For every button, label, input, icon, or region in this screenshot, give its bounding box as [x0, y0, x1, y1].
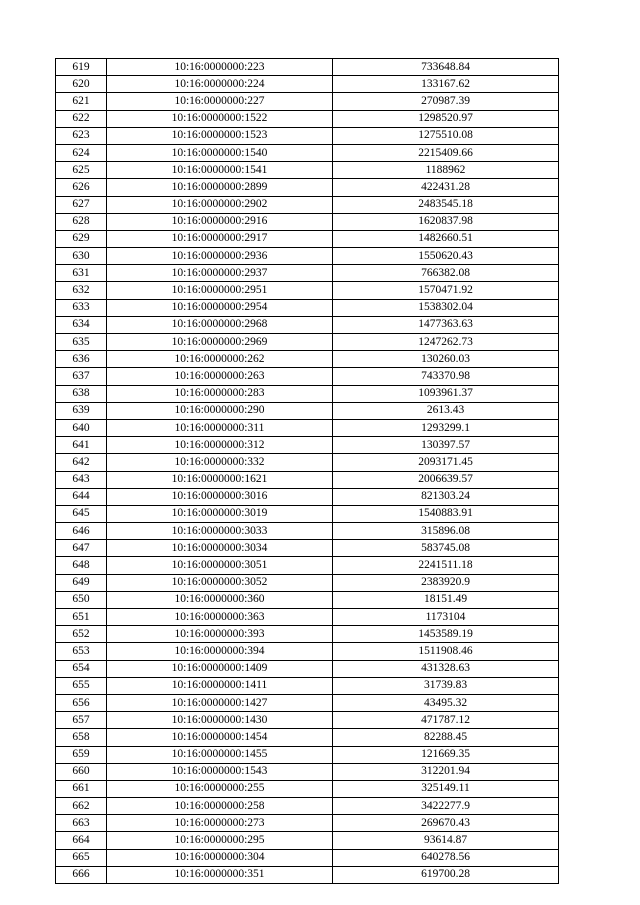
row-number-cell: 656: [56, 694, 107, 711]
cadastral-number-cell: 10:16:0000000:2902: [107, 196, 333, 213]
row-number-cell: 666: [56, 866, 107, 883]
cadastral-number-cell: 10:16:0000000:2936: [107, 248, 333, 265]
row-number-cell: 641: [56, 437, 107, 454]
row-number-cell: 635: [56, 334, 107, 351]
table-row: [56, 110, 559, 127]
cadastral-number-cell: 10:16:0000000:1455: [107, 746, 333, 763]
value-cell: 1511908.46: [333, 643, 559, 660]
value-cell: 471787.12: [333, 712, 559, 729]
table-row: [56, 471, 559, 488]
row-number-cell: 622: [56, 110, 107, 127]
table-row: [56, 798, 559, 815]
cadastral-number-cell: 10:16:0000000:394: [107, 643, 333, 660]
table-row: [56, 196, 559, 213]
value-cell: 743370.98: [333, 368, 559, 385]
value-cell: 2383920.9: [333, 574, 559, 591]
row-number-cell: 634: [56, 316, 107, 333]
table-row: [56, 299, 559, 316]
row-number-cell: 620: [56, 76, 107, 93]
row-number-cell: 638: [56, 385, 107, 402]
table-row: [56, 815, 559, 832]
value-cell: 1453589.19: [333, 626, 559, 643]
value-cell: 3422277.9: [333, 798, 559, 815]
row-number-cell: 646: [56, 523, 107, 540]
table-row: [56, 849, 559, 866]
cadastral-number-cell: 10:16:0000000:332: [107, 454, 333, 471]
cadastral-number-cell: 10:16:0000000:363: [107, 609, 333, 626]
value-cell: 1538302.04: [333, 299, 559, 316]
value-cell: 766382.08: [333, 265, 559, 282]
cadastral-number-cell: 10:16:0000000:304: [107, 849, 333, 866]
row-number-cell: 628: [56, 213, 107, 230]
value-cell: 93614.87: [333, 832, 559, 849]
value-cell: 1477363.63: [333, 316, 559, 333]
cadastral-number-cell: 10:16:0000000:290: [107, 402, 333, 419]
cadastral-number-cell: 10:16:0000000:1454: [107, 729, 333, 746]
cadastral-number-cell: 10:16:0000000:2916: [107, 213, 333, 230]
cadastral-number-cell: 10:16:0000000:3034: [107, 540, 333, 557]
value-cell: 1188962: [333, 162, 559, 179]
value-cell: 2483545.18: [333, 196, 559, 213]
row-number-cell: 653: [56, 643, 107, 660]
cadastral-number-cell: 10:16:0000000:1543: [107, 763, 333, 780]
value-cell: 619700.28: [333, 866, 559, 883]
row-number-cell: 649: [56, 574, 107, 591]
value-cell: 315896.08: [333, 523, 559, 540]
row-number-cell: 629: [56, 230, 107, 247]
value-cell: 130397.57: [333, 437, 559, 454]
value-cell: 43495.32: [333, 694, 559, 711]
cadastral-number-cell: 10:16:0000000:3019: [107, 505, 333, 522]
value-cell: 431328.63: [333, 660, 559, 677]
row-number-cell: 648: [56, 557, 107, 574]
table-row: [56, 643, 559, 660]
table-row: [56, 677, 559, 694]
table-row: [56, 248, 559, 265]
data-table: [55, 58, 559, 884]
table-row: [56, 59, 559, 76]
cadastral-number-cell: 10:16:0000000:311: [107, 419, 333, 436]
value-cell: 640278.56: [333, 849, 559, 866]
row-number-cell: 625: [56, 162, 107, 179]
cadastral-number-cell: 10:16:0000000:1430: [107, 712, 333, 729]
cadastral-number-cell: 10:16:0000000:1522: [107, 110, 333, 127]
cadastral-number-cell: 10:16:0000000:262: [107, 351, 333, 368]
value-cell: 821303.24: [333, 488, 559, 505]
value-cell: 1620837.98: [333, 213, 559, 230]
value-cell: 1093961.37: [333, 385, 559, 402]
value-cell: 583745.08: [333, 540, 559, 557]
cadastral-number-cell: 10:16:0000000:295: [107, 832, 333, 849]
value-cell: 2215409.66: [333, 144, 559, 161]
value-cell: 2613.43: [333, 402, 559, 419]
value-cell: 1173104: [333, 609, 559, 626]
row-number-cell: 619: [56, 59, 107, 76]
cadastral-number-cell: 10:16:0000000:227: [107, 93, 333, 110]
row-number-cell: 657: [56, 712, 107, 729]
cadastral-number-cell: 10:16:0000000:258: [107, 798, 333, 815]
cadastral-number-cell: 10:16:0000000:2899: [107, 179, 333, 196]
value-cell: 1540883.91: [333, 505, 559, 522]
table-row: [56, 746, 559, 763]
row-number-cell: 663: [56, 815, 107, 832]
row-number-cell: 652: [56, 626, 107, 643]
cadastral-number-cell: 10:16:0000000:3051: [107, 557, 333, 574]
row-number-cell: 627: [56, 196, 107, 213]
table-row: [56, 93, 559, 110]
row-number-cell: 659: [56, 746, 107, 763]
table-row: [56, 76, 559, 93]
table-row: [56, 454, 559, 471]
cadastral-number-cell: 10:16:0000000:3052: [107, 574, 333, 591]
row-number-cell: 662: [56, 798, 107, 815]
row-number-cell: 665: [56, 849, 107, 866]
row-number-cell: 650: [56, 591, 107, 608]
table-row: [56, 437, 559, 454]
value-cell: 2006639.57: [333, 471, 559, 488]
cadastral-number-cell: 10:16:0000000:1411: [107, 677, 333, 694]
table-row: [56, 282, 559, 299]
table-row: [56, 213, 559, 230]
value-cell: 121669.35: [333, 746, 559, 763]
cadastral-number-cell: 10:16:0000000:1541: [107, 162, 333, 179]
cadastral-number-cell: 10:16:0000000:2917: [107, 230, 333, 247]
cadastral-number-cell: 10:16:0000000:1427: [107, 694, 333, 711]
value-cell: 82288.45: [333, 729, 559, 746]
cadastral-number-cell: 10:16:0000000:2969: [107, 334, 333, 351]
row-number-cell: 661: [56, 780, 107, 797]
table-row: [56, 729, 559, 746]
row-number-cell: 644: [56, 488, 107, 505]
row-number-cell: 639: [56, 402, 107, 419]
row-number-cell: 655: [56, 677, 107, 694]
table-row: [56, 368, 559, 385]
table-row: [56, 505, 559, 522]
value-cell: 1550620.43: [333, 248, 559, 265]
cadastral-number-cell: 10:16:0000000:1540: [107, 144, 333, 161]
row-number-cell: 626: [56, 179, 107, 196]
value-cell: 1293299.1: [333, 419, 559, 436]
table-row: [56, 712, 559, 729]
cadastral-number-cell: 10:16:0000000:2937: [107, 265, 333, 282]
cadastral-number-cell: 10:16:0000000:263: [107, 368, 333, 385]
value-cell: 312201.94: [333, 763, 559, 780]
table-row: [56, 179, 559, 196]
row-number-cell: 621: [56, 93, 107, 110]
table-row: [56, 609, 559, 626]
cadastral-number-cell: 10:16:0000000:1409: [107, 660, 333, 677]
row-number-cell: 640: [56, 419, 107, 436]
value-cell: 1570471.92: [333, 282, 559, 299]
row-number-cell: 645: [56, 505, 107, 522]
table-row: [56, 591, 559, 608]
row-number-cell: 632: [56, 282, 107, 299]
row-number-cell: 631: [56, 265, 107, 282]
row-number-cell: 637: [56, 368, 107, 385]
value-cell: 1247262.73: [333, 334, 559, 351]
cadastral-number-cell: 10:16:0000000:3016: [107, 488, 333, 505]
row-number-cell: 647: [56, 540, 107, 557]
row-number-cell: 642: [56, 454, 107, 471]
row-number-cell: 660: [56, 763, 107, 780]
table-row: [56, 351, 559, 368]
cadastral-number-cell: 10:16:0000000:1621: [107, 471, 333, 488]
table-row: [56, 780, 559, 797]
value-cell: 18151.49: [333, 591, 559, 608]
table-row: [56, 540, 559, 557]
value-cell: 325149.11: [333, 780, 559, 797]
cadastral-number-cell: 10:16:0000000:351: [107, 866, 333, 883]
cadastral-number-cell: 10:16:0000000:2951: [107, 282, 333, 299]
cadastral-number-cell: 10:16:0000000:3033: [107, 523, 333, 540]
table-row: [56, 832, 559, 849]
table-row: [56, 866, 559, 883]
table-row: [56, 419, 559, 436]
table-row: [56, 523, 559, 540]
value-cell: 1482660.51: [333, 230, 559, 247]
value-cell: 133167.62: [333, 76, 559, 93]
table-row: [56, 557, 559, 574]
table-row: [56, 660, 559, 677]
cadastral-number-cell: 10:16:0000000:2968: [107, 316, 333, 333]
value-cell: 1298520.97: [333, 110, 559, 127]
table-row: [56, 127, 559, 144]
value-cell: 2093171.45: [333, 454, 559, 471]
cadastral-number-cell: 10:16:0000000:255: [107, 780, 333, 797]
cadastral-number-cell: 10:16:0000000:224: [107, 76, 333, 93]
row-number-cell: 636: [56, 351, 107, 368]
row-number-cell: 658: [56, 729, 107, 746]
value-cell: 2241511.18: [333, 557, 559, 574]
row-number-cell: 664: [56, 832, 107, 849]
table-row: [56, 488, 559, 505]
value-cell: 130260.03: [333, 351, 559, 368]
value-cell: 1275510.08: [333, 127, 559, 144]
cadastral-number-cell: 10:16:0000000:283: [107, 385, 333, 402]
row-number-cell: 623: [56, 127, 107, 144]
table-body: [56, 59, 559, 884]
table-row: [56, 265, 559, 282]
row-number-cell: 624: [56, 144, 107, 161]
table-row: [56, 694, 559, 711]
cadastral-number-cell: 10:16:0000000:312: [107, 437, 333, 454]
cadastral-number-cell: 10:16:0000000:223: [107, 59, 333, 76]
cadastral-number-cell: 10:16:0000000:393: [107, 626, 333, 643]
row-number-cell: 630: [56, 248, 107, 265]
cadastral-number-cell: 10:16:0000000:360: [107, 591, 333, 608]
value-cell: 733648.84: [333, 59, 559, 76]
value-cell: 269670.43: [333, 815, 559, 832]
table-row: [56, 162, 559, 179]
table-row: [56, 385, 559, 402]
table-row: [56, 334, 559, 351]
table-row: [56, 402, 559, 419]
row-number-cell: 643: [56, 471, 107, 488]
cadastral-number-cell: 10:16:0000000:2954: [107, 299, 333, 316]
row-number-cell: 633: [56, 299, 107, 316]
row-number-cell: 651: [56, 609, 107, 626]
table-row: [56, 626, 559, 643]
table-row: [56, 574, 559, 591]
cadastral-number-cell: 10:16:0000000:1523: [107, 127, 333, 144]
table-row: [56, 763, 559, 780]
table-row: [56, 230, 559, 247]
row-number-cell: 654: [56, 660, 107, 677]
value-cell: 270987.39: [333, 93, 559, 110]
table-row: [56, 316, 559, 333]
cadastral-number-cell: 10:16:0000000:273: [107, 815, 333, 832]
value-cell: 31739.83: [333, 677, 559, 694]
value-cell: 422431.28: [333, 179, 559, 196]
table-row: [56, 144, 559, 161]
